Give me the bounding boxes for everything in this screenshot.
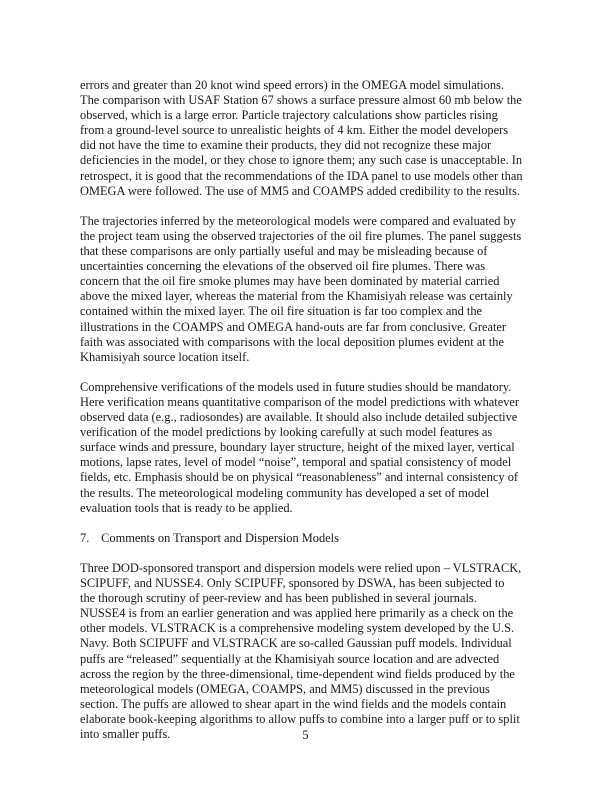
text-line: from a ground-level source to unrealistic heights of 4 km. Either the model developers <box>80 123 509 138</box>
paragraph <box>80 561 530 742</box>
text-line: Navy. Both SCIPUFF and VLSTRACK are so-called Gaussian puff models. Individual <box>80 636 512 651</box>
paragraph <box>80 214 530 365</box>
paragraph <box>80 380 530 516</box>
section-heading <box>80 531 530 546</box>
text-line: NUSSE4 is from an earlier generation and was applied here primarily as a check on the <box>80 606 514 621</box>
text-line: other models. VLSTRACK is a comprehensive modeling system developed by the U.S. <box>80 621 515 636</box>
text-line: illustrations in the COAMPS and OMEGA hand-outs are far from conclusive. Greater <box>80 319 507 334</box>
text-line: the thorough scrutiny of peer-review and has been published in several journals. <box>80 591 477 606</box>
text-line: observed, which is a large error. Particle trajectory calculations show particles rising <box>80 108 498 123</box>
text-line: verification of the model predictions by looking carefully at such model features as <box>80 425 493 440</box>
text-line: fields, etc. Emphasis should be on physical “reasonableness” and internal consistency of <box>80 470 519 485</box>
text-line: concern that the oil fire smoke plumes may have been dominated by material carried <box>80 274 500 289</box>
text-line: that these comparisons are only partially useful and may be misleading because of <box>80 244 488 259</box>
text-line: The trajectories inferred by the meteorological models were compared and evaluated by <box>80 213 516 228</box>
text-line: elaborate book-keeping algorithms to allow puffs to combine into a larger puff or to split <box>80 711 520 726</box>
text-line: motions, lapse rates, level of model “noise”, temporal and spatial consistency of model <box>80 455 512 470</box>
section-title: Comments on Transport and Dispersion Models <box>101 530 339 545</box>
text-line: contained within the mixed layer. The oil fire situation is far too complex and the <box>80 304 483 319</box>
text-line: retrospect, it is good that the recommendations of the IDA panel to use models other than <box>80 168 523 183</box>
text-line: did not have the time to examine their products, they did not recognize these major <box>80 138 492 153</box>
text-line: Here verification means quantitative comparison of the model predictions with whatever <box>80 394 520 409</box>
text-line: errors and greater than 20 knot wind speed errors) in the OMEGA model simulations. <box>80 78 504 92</box>
document-page <box>80 78 530 757</box>
text-line: Comprehensive verifications of the models used in future studies should be mandatory. <box>80 379 512 394</box>
text-line: Khamisiyah source location itself. <box>80 349 250 364</box>
paragraph <box>80 78 530 199</box>
text-line: the results. The meteorological modeling community has developed a set of model <box>80 485 490 500</box>
text-line: section. The puffs are allowed to shear apart in the wind fields and the models contain <box>80 696 507 711</box>
text-line: the project team using the observed trajectories of the oil fire plumes. The panel suggests <box>80 228 522 243</box>
text-line: observed data (e.g., radiosondes) are available. It should also include detailed subjective <box>80 410 518 425</box>
text-line: above the mixed layer, whereas the material from the Khamisiyah release was certainly <box>80 289 513 304</box>
text-line: surface winds and pressure, boundary layer structure, height of the mixed layer, vertical <box>80 440 515 455</box>
page-number: 5 <box>302 728 309 742</box>
section-paragraphs <box>80 561 530 742</box>
text-line: Three DOD-sponsored transport and dispersion models were relied upon – VLSTRACK, <box>80 561 522 575</box>
text-line: The comparison with USAF Station 67 shows a surface pressure almost 60 mb below the <box>80 93 522 108</box>
text-line: evaluation tools that is ready to be applied. <box>80 500 293 515</box>
text-line: across the region by the three-dimensional, time-dependent wind fields produced by the <box>80 666 515 681</box>
text-line: OMEGA were followed. The use of MM5 and COAMPS added credibility to the results. <box>80 183 520 198</box>
body-paragraphs <box>80 78 530 516</box>
text-line: SCIPUFF, and NUSSE4. Only SCIPUFF, sponsored by DSWA, has been subjected to <box>80 576 505 591</box>
text-line: uncertainties concerning the elevations of the observed oil fire plumes. There was <box>80 259 486 274</box>
text-line: puffs are “released” sequentially at the Khamisiyah source location and are advected <box>80 651 500 666</box>
text-line: faith was associated with comparisons with the local deposition plumes evident at the <box>80 334 504 349</box>
text-line: into smaller puffs. <box>80 727 171 742</box>
section-number: 7. <box>80 530 90 545</box>
text-line: meteorological models (OMEGA, COAMPS, and MM5) discussed in the previous <box>80 681 490 696</box>
text-line: deficiencies in the model, or they chose to ignore them; any such case is unacceptable. In <box>80 153 523 168</box>
